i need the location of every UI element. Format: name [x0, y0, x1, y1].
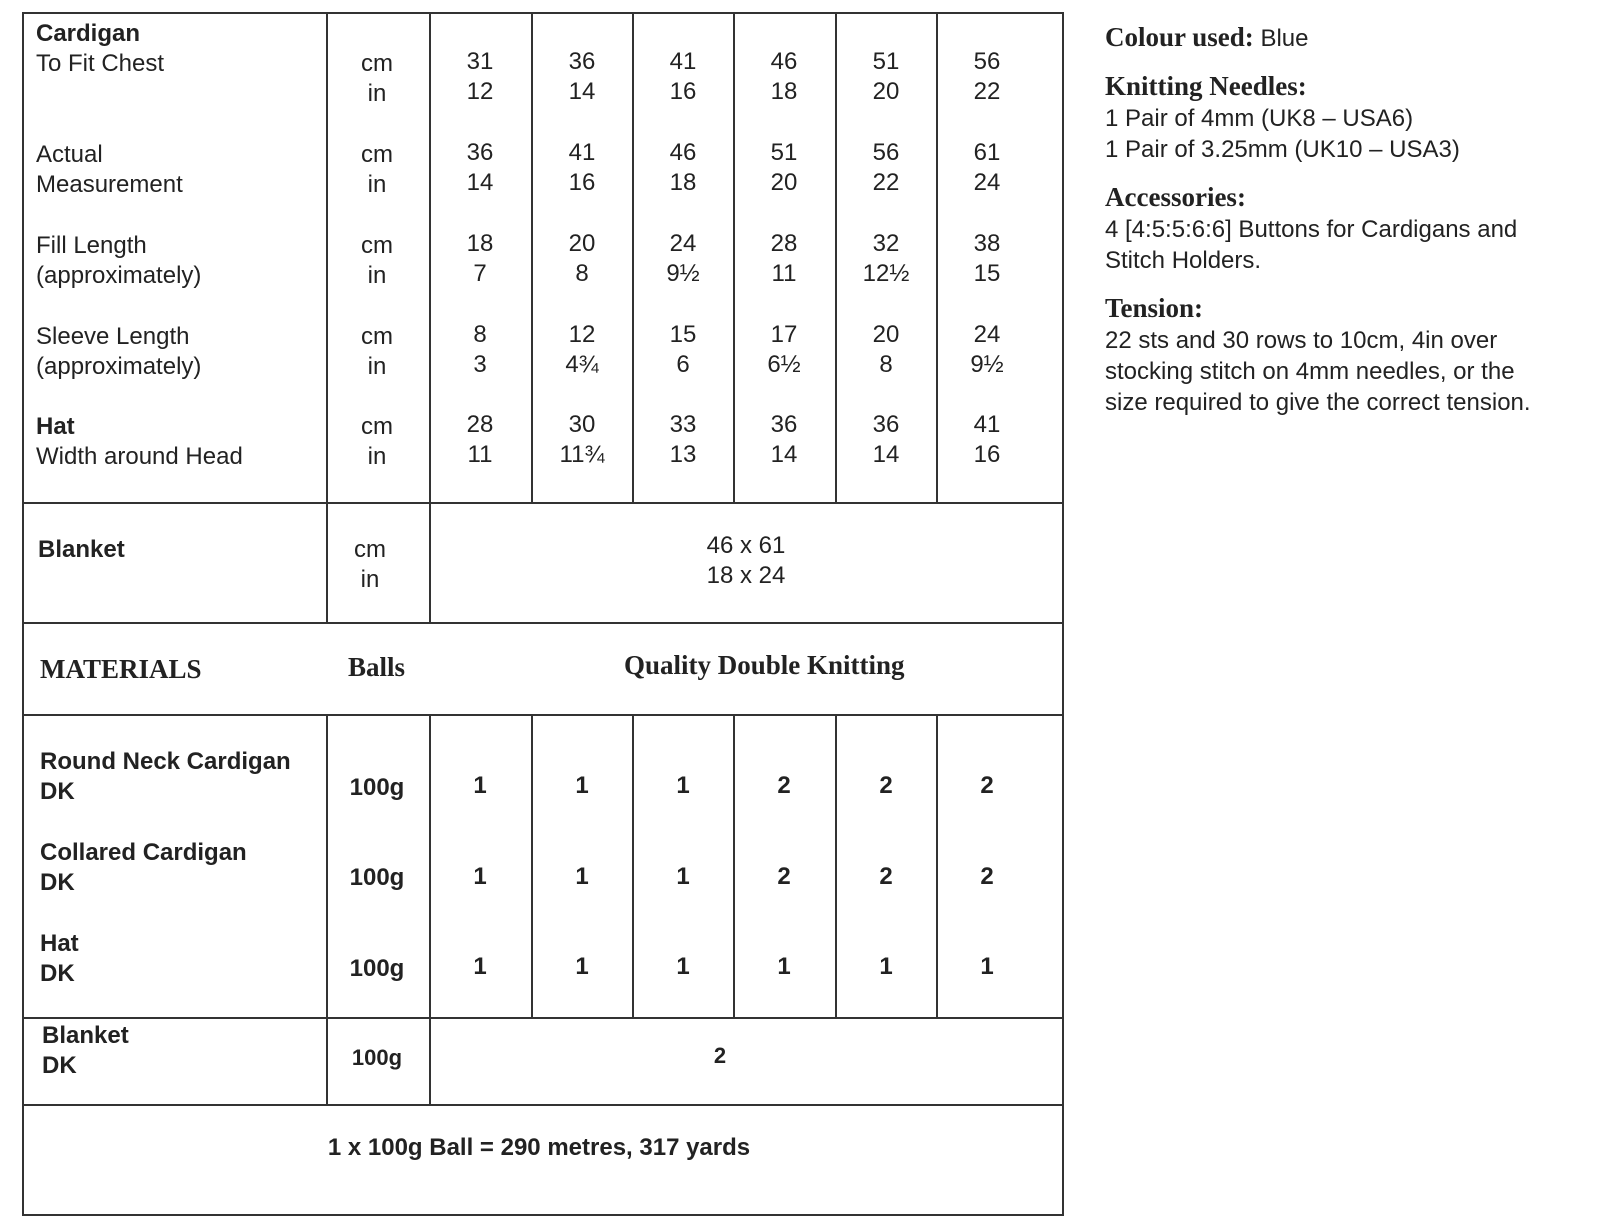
size-value-in: 6	[676, 351, 690, 378]
size-value-cm: 56	[973, 48, 1001, 75]
size-value-cm: 8	[473, 321, 487, 348]
unit-cm: cm	[354, 536, 386, 563]
size-value-cm: 18	[466, 230, 494, 257]
material-yarn-type: DK	[40, 960, 75, 987]
size-value-in: 6½	[767, 351, 801, 378]
size-value-in: 20	[770, 169, 798, 196]
size-value-in: 3	[473, 351, 487, 378]
size-value-in: 18	[770, 78, 798, 105]
size-value-in: 22	[973, 78, 1001, 105]
size-value-cm: 24	[669, 230, 697, 257]
blanket-size-in: 18 x 24	[706, 562, 786, 589]
ball-quantity: 1	[575, 863, 589, 890]
colour-section	[1105, 22, 1531, 54]
size-value-cm: 51	[872, 48, 900, 75]
needle-item: 1 Pair of 4mm (UK8 – USA6)	[1105, 105, 1414, 132]
ball-quantity: 2	[879, 863, 893, 890]
size-value-cm: 28	[466, 411, 494, 438]
size-value-cm: 61	[973, 139, 1001, 166]
unit-cm: cm	[361, 323, 393, 350]
ball-quantity: 1	[473, 863, 487, 890]
ball-quantity: 1	[980, 953, 994, 980]
unit-cm: cm	[361, 413, 393, 440]
size-value-in: 20	[872, 78, 900, 105]
rule-after-materials-header	[24, 714, 1062, 716]
material-weight: 100g	[349, 955, 405, 982]
ball-quantity: 1	[676, 863, 690, 890]
ball-quantity: 2	[879, 772, 893, 799]
size-value-cm: 24	[973, 321, 1001, 348]
rule-after-blanket-yarn	[24, 1104, 1062, 1106]
unit-cm: cm	[361, 232, 393, 259]
size-value-cm: 36	[568, 48, 596, 75]
size-value-cm: 28	[770, 230, 798, 257]
material-name: Hat	[40, 930, 79, 957]
size-value-in: 16	[973, 441, 1001, 468]
tension-line: 22 sts and 30 rows to 10cm, 4in over	[1105, 327, 1498, 354]
ball-quantity: 1	[575, 953, 589, 980]
size-value-cm: 38	[973, 230, 1001, 257]
material-name: Collared Cardigan	[40, 839, 247, 866]
size-value-cm: 36	[872, 411, 900, 438]
ball-quantity: 2	[980, 772, 994, 799]
size-value-in: 15	[973, 260, 1001, 287]
row-label-approximately: (approximately)	[36, 353, 202, 380]
size-value-in: 16	[568, 169, 596, 196]
accessories-line: Stitch Holders.	[1105, 247, 1262, 274]
unit-cm: cm	[361, 141, 393, 168]
unit-cm: cm	[361, 50, 393, 77]
row-label-fill-length: Fill Length	[36, 232, 147, 259]
size-value-cm: 41	[973, 411, 1001, 438]
size-value-in: 14	[568, 78, 596, 105]
material-yarn-type: DK	[40, 778, 75, 805]
ball-quantity: 1	[473, 953, 487, 980]
tension-line: size required to give the correct tension.	[1105, 389, 1531, 416]
size-value-in: 11	[771, 260, 797, 287]
knitting-pattern-table	[22, 12, 1064, 1216]
row-label-width-around-head: Width around Head	[36, 443, 243, 470]
rule-after-blanket	[24, 622, 1062, 624]
size-value-in: 4¾	[565, 351, 599, 378]
ball-quantity: 1	[879, 953, 893, 980]
materials-heading: MATERIALS	[40, 654, 202, 684]
unit-in: in	[367, 80, 387, 107]
size-value-cm: 41	[669, 48, 697, 75]
accessories-section	[1105, 181, 1531, 276]
size-value-in: 14	[872, 441, 900, 468]
row-title-hat: Hat	[36, 413, 75, 440]
pattern-details	[1105, 22, 1531, 434]
balls-heading: Balls	[348, 652, 406, 682]
needle-item: 1 Pair of 3.25mm (UK10 – USA3)	[1105, 136, 1460, 163]
size-value-cm: 31	[466, 48, 494, 75]
size-value-in: 13	[669, 441, 697, 468]
size-value-cm: 32	[872, 230, 900, 257]
size-value-cm: 15	[669, 321, 697, 348]
size-value-in: 24	[973, 169, 1001, 196]
needles-heading: Knitting Needles:	[1105, 71, 1307, 101]
size-value-cm: 36	[770, 411, 798, 438]
accessories-heading: Accessories:	[1105, 182, 1246, 212]
material-weight: 100g	[349, 864, 405, 891]
colour-value: Blue	[1260, 25, 1309, 52]
ball-quantity: 2	[980, 863, 994, 890]
ball-quantity: 1	[473, 772, 487, 799]
size-value-cm: 51	[770, 139, 798, 166]
row-label-to-fit-chest: To Fit Chest	[36, 50, 165, 77]
size-value-cm: 20	[568, 230, 596, 257]
size-value-in: 18	[669, 169, 697, 196]
ball-quantity: 1	[777, 953, 791, 980]
material-name: Round Neck Cardigan	[40, 748, 291, 775]
size-value-cm: 33	[669, 411, 697, 438]
size-value-cm: 12	[568, 321, 596, 348]
tension-heading: Tension:	[1105, 293, 1204, 323]
unit-in: in	[367, 171, 387, 198]
needles-section	[1105, 70, 1531, 165]
row-label-measurement: Measurement	[36, 171, 183, 198]
size-value-in: 7	[473, 260, 487, 287]
row-title-blanket: Blanket	[38, 536, 125, 563]
size-value-in: 12	[466, 78, 494, 105]
accessories-line: 4 [4:5:5:6:6] Buttons for Cardigans and	[1105, 216, 1518, 243]
size-value-in: 22	[872, 169, 900, 196]
rule-after-yarn-items	[24, 1017, 1062, 1019]
row-label-approximately: (approximately)	[36, 262, 202, 289]
size-value-cm: 56	[872, 139, 900, 166]
material-weight: 100g	[351, 1045, 403, 1070]
tension-section	[1105, 292, 1531, 418]
unit-in: in	[367, 443, 387, 470]
size-value-in: 12½	[862, 260, 910, 287]
rule-after-measurements	[24, 502, 1062, 504]
row-label-actual: Actual	[36, 141, 103, 168]
size-value-cm: 46	[770, 48, 798, 75]
unit-in: in	[367, 262, 387, 289]
size-value-cm: 41	[568, 139, 596, 166]
ball-quantity: 1	[575, 772, 589, 799]
ball-length-note: 1 x 100g Ball = 290 metres, 317 yards	[327, 1134, 751, 1161]
yarn-quality-heading: Quality Double Knitting	[624, 650, 905, 680]
size-value-cm: 30	[568, 411, 596, 438]
size-value-in: 14	[466, 169, 494, 196]
material-weight: 100g	[349, 774, 405, 801]
ball-quantity: 2	[777, 863, 791, 890]
size-value-cm: 20	[872, 321, 900, 348]
row-title-cardigan: Cardigan	[36, 20, 141, 47]
ball-quantity: 2	[777, 772, 791, 799]
material-name-blanket: Blanket	[42, 1022, 129, 1049]
material-yarn-type: DK	[42, 1052, 77, 1079]
size-value-in: 8	[879, 351, 893, 378]
ball-quantity: 1	[676, 772, 690, 799]
tension-line: stocking stitch on 4mm needles, or the	[1105, 358, 1515, 385]
unit-in: in	[360, 566, 380, 593]
unit-in: in	[367, 353, 387, 380]
size-value-in: 9½	[970, 351, 1004, 378]
size-value-in: 9½	[666, 260, 700, 287]
size-value-in: 8	[575, 260, 589, 287]
material-yarn-type: DK	[40, 869, 75, 896]
size-value-in: 14	[770, 441, 798, 468]
ball-quantity: 1	[676, 953, 690, 980]
size-value-in: 16	[669, 78, 697, 105]
size-value-cm: 36	[466, 139, 494, 166]
blanket-size-cm: 46 x 61	[706, 532, 786, 559]
size-value-in: 11	[467, 441, 493, 468]
size-value-cm: 46	[669, 139, 697, 166]
colour-label: Colour used:	[1105, 22, 1254, 52]
size-value-in: 11¾	[559, 441, 605, 468]
row-label-sleeve-length: Sleeve Length	[36, 323, 190, 350]
size-value-cm: 17	[770, 321, 798, 348]
blanket-ball-quantity: 2	[713, 1043, 727, 1068]
